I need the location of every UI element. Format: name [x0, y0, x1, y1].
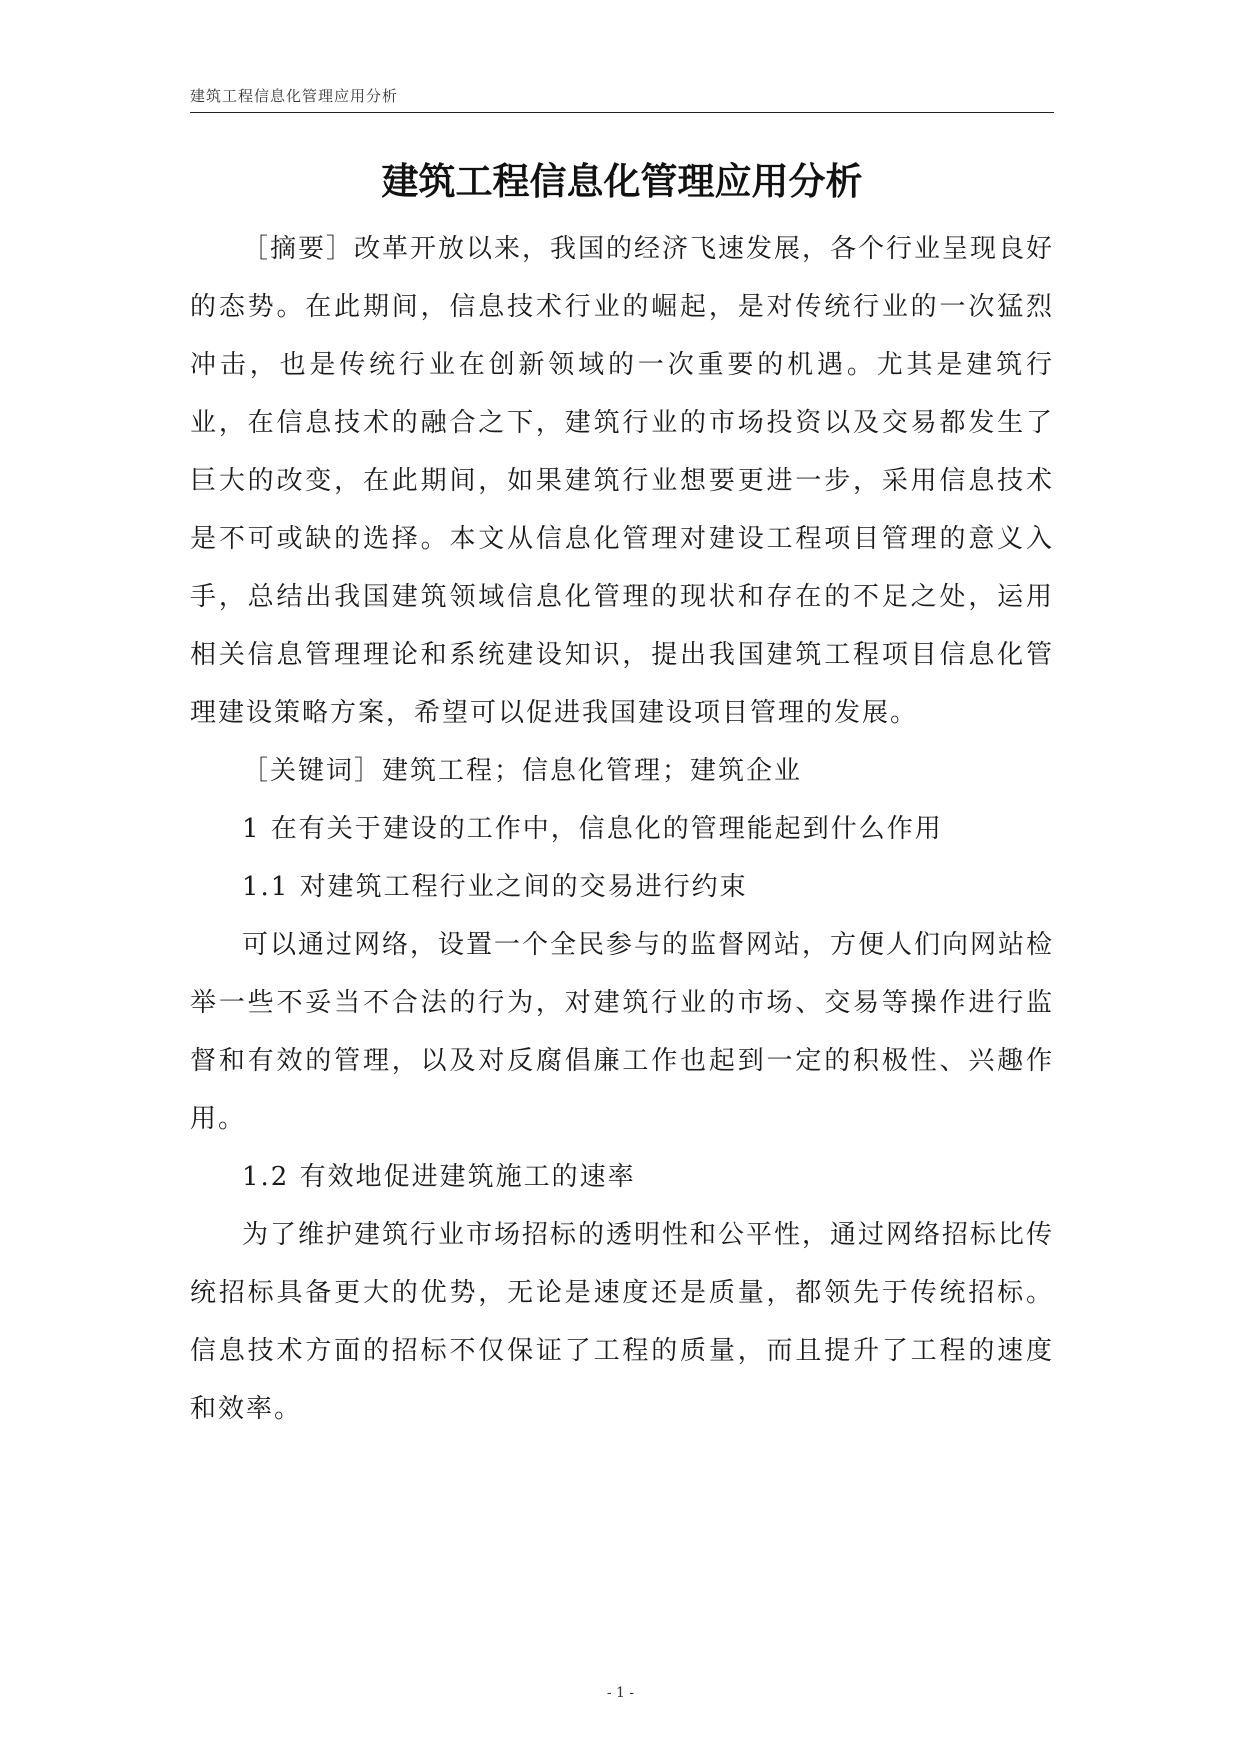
document-title: 建筑工程信息化管理应用分析: [381, 159, 863, 203]
body-paragraph: 可以通过网络，设置一个全民参与的监督网站，方便人们向网站检举一些不妥当不合法的行为，对建筑行业的市场、交易等操作进行监督和有效的管理，以及对反腐倡廉工作也起到一定的积极性、兴趣作用。: [190, 930, 1055, 1134]
subsection-heading: 1.1 对建筑工程行业之间的交易进行约束: [242, 872, 748, 902]
subsection-heading: 1.2 有效地促进建筑施工的速率: [242, 1162, 636, 1192]
keywords-paragraph: ［关键词］建筑工程；信息化管理；建筑企业: [242, 756, 803, 786]
document-body: [190, 220, 1054, 1438]
page-header: [190, 86, 1054, 113]
body-paragraph: 为了维护建筑行业市场招标的透明性和公平性，通过网络招标比传统招标具备更大的优势，无论是速度还是质量，都领先于传统招标。信息技术方面的招标不仅保证了工程的质量，而且提升了工程的速度和效率。: [190, 1220, 1055, 1424]
abstract-paragraph: ［摘要］改革开放以来，我国的经济飞速发展，各个行业呈现良好的态势。在此期间，信息技术行业的崛起，是对传统行业的一次猛烈冲击，也是传统行业在创新领域的一次重要的机遇。尤其是建筑行业，在信息技术的融合之下，建筑行业的市场投资以及交易都发生了巨大的改变，在此期间，如果建筑行业想要更进一步，采用信息技术是不可或缺的选择。本文从信息化管理对建设工程项目管理的意义入手，总结出我国建筑领域信息化管理的现状和存在的不足之处，运用相关信息管理理论和系统建设知识，提出我国建筑工程项目信息化管理建设策略方案，希望可以促进我国建设项目管理的发展。: [190, 234, 1055, 728]
page-number: - 1 -: [606, 1685, 635, 1701]
section-heading: 1 在有关于建设的工作中，信息化的管理能起到什么作用: [242, 814, 943, 844]
running-title: 建筑工程信息化管理应用分析: [190, 87, 399, 105]
